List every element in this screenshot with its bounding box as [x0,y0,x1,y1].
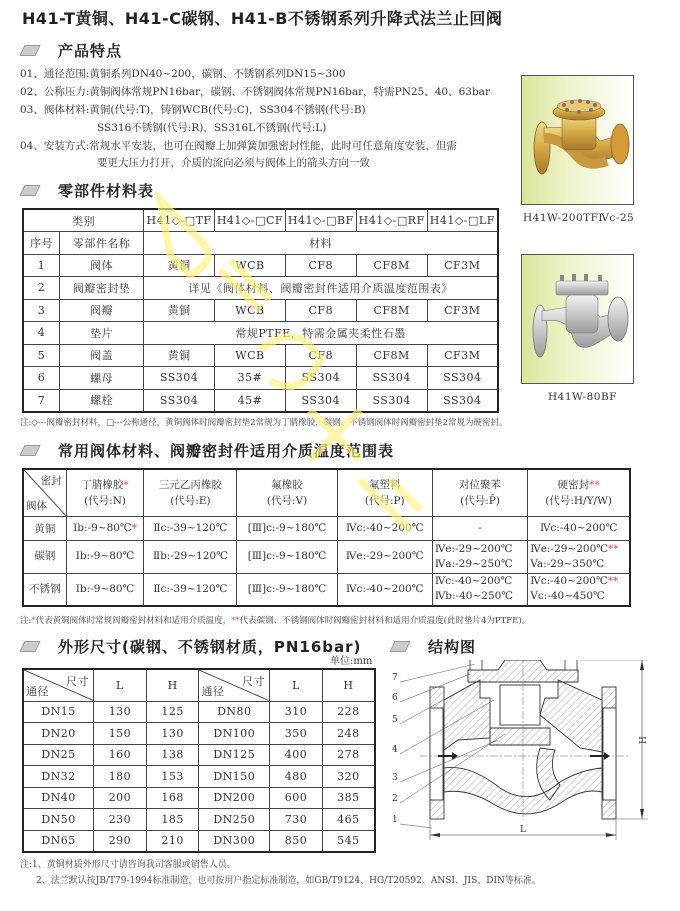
table-row: DN25 160 138 DN125 400 278 [23,744,375,766]
part-label-1: 1 [392,815,398,825]
col-L: L [270,669,323,701]
row-no: 2 [23,277,60,300]
temp-cell: Ⅱc:-39~120℃ [144,573,237,606]
feature-line-1: 01、通径范围:黄铜系列DN40~200，碳钢、不锈钢系列DN15~300 [20,68,346,80]
row-value: CF8 [285,344,356,367]
row-part: 阀瓣密封垫 [60,277,144,300]
temp-cell: Ⅰb:-9~80℃* [66,516,144,540]
row-value: CF3M [427,299,498,322]
feature-line-4: 04、安装方式:常规水平安装，也可在阀瓣上加弹簧加强密封性能，此时可任意角度安装，但需 [20,140,457,152]
table-row [23,254,498,277]
row-value: CF8M [356,344,427,367]
temp-cell: Ⅳc:-40~200℃ [337,573,432,606]
temp-cell: Ⅳc:-40~200℃** Vc:-40~450℃ [528,573,630,606]
model-header: H41◇-□RF [356,209,427,232]
col-H: H [322,669,375,701]
row-no: 7 [23,389,60,412]
row-value: SS304 [144,389,215,412]
table-header-row [23,469,630,516]
part-label-5: 5 [392,715,398,725]
row-value: SS304 [144,367,215,390]
temp-cell: Ⅰb:-9~80℃ [66,573,144,606]
row-part: 阀体 [60,254,144,277]
table-row [23,344,498,367]
part-label-2: 2 [392,794,398,804]
table-header-row [23,232,498,255]
row-value: 黄铜 [144,254,215,277]
part-label: 零部件名称 [60,232,144,255]
table-row: DN15 130 125 DN80 310 228 [23,701,375,723]
row-value: 黄铜 [144,299,215,322]
row-span-value: 详见《阀体材料、阀瓣密封件适用介质温度范围表》 [144,277,498,300]
body-material: 不锈钢 [23,573,66,606]
section-structure-header [388,636,476,657]
feature-line-4b: 要更大压力打开，介质的流向必须与阀体上的箭头方向一致 [97,157,370,169]
feature-line-3: 03、阀体材料:黄铜(代号:T)，铸钢WCB(代号:C)，SS304不锈钢(代号:B) [20,104,366,116]
brass-valve-icon [522,76,634,205]
row-value: 35# [215,367,286,390]
model-header: H41◇-□TF [144,209,215,232]
row-value: CF3M [427,254,498,277]
corner-top-label: 密封 [40,475,62,487]
steel-valve-icon [522,255,634,384]
temp-cell: - [432,516,527,540]
bottom-note-2: 2、法兰默认按JB/T79-1994标准制造，也可按用户指定标准制造，如GB/T9124、HG/T20592、ANSI、JIS、DIN等标准。 [36,876,541,886]
photo-caption-brass: H41W-200TFⅣc-25 [523,212,635,224]
part-label-3: 3 [392,773,398,783]
temp-cell: Ⅳc:-40~200℃ Ⅳb:-40~250℃ [432,573,527,606]
row-value: WCB [215,299,286,322]
table-row: DN32 180 153 DN150 480 320 [23,766,375,788]
table-row: DN20 150 130 DN100 350 248 [23,723,375,745]
row-value: SS304 [356,367,427,390]
section-marker-icon [19,45,40,56]
materials-note: 注:◇---阀瓣密封材料，□---公称通径，黄铜阀体时阀瓣密封垫2常规为丁腈橡胶，碳钢、不锈钢阀体时阀瓣密封垫2常规为硬密封。 [20,418,508,428]
section-dimensions-header [18,636,361,657]
table-header-row [23,669,375,701]
bottom-note-1: 注:1、黄铜材质外形尺寸请咨询我司客服或销售人员。 [20,860,236,870]
part-label-6: 6 [392,693,398,703]
row-no: 6 [23,367,60,390]
corner-cell: 尺寸 通径 [23,669,94,701]
row-value: CF3M [427,344,498,367]
row-no: 3 [23,299,60,322]
section-marker-icon [19,641,40,652]
row-value: SS304 [285,389,356,412]
photo-caption-steel: H41W-80BF [548,391,617,403]
seal-column-header: 对位聚苯 (代号:P̄) [432,469,527,516]
dimensions-table [22,668,376,853]
category-label: 类别 [23,209,144,232]
model-header: H41◇-□LF [427,209,498,232]
temp-range-table [22,468,631,607]
section-title: 零部件材料表 [58,182,155,200]
table-row [23,389,498,412]
temp-cell: Ⅱc:-39~120℃ [144,516,237,540]
table-row [23,322,498,345]
table-row: DN65 290 210 DN300 850 545 [23,830,375,852]
temp-cell: [Ⅲ]c:-9~180℃ [237,573,337,606]
row-part: 螺栓 [60,389,144,412]
row-value: CF8 [285,254,356,277]
row-value: SS304 [427,389,498,412]
valve-cross-section-icon [390,660,670,860]
seal-column-header: 氟橡胶 (代号:V) [237,469,337,516]
row-value: CF8M [356,299,427,322]
body-material: 黄铜 [23,516,66,540]
section-title: 外形尺寸(碳钢、不锈钢材质，PN16bar) [58,638,362,656]
model-header: H41◇-□BF [285,209,356,232]
corner-cell: 尺寸 通径 [199,669,270,701]
section-temp-header [18,440,394,461]
row-part: 阀瓣 [60,299,144,322]
section-title: 常用阀体材料、阀瓣密封件适用介质温度范围表 [58,442,395,460]
temp-cell: Ⅳe:-29~200℃** Va:-29~350℃ [528,540,630,573]
product-photo-steel [521,254,634,384]
temp-cell: Ⅳe:-29~200℃ [337,540,432,573]
temp-cell: Ⅳc:-40~200℃ [337,516,432,540]
structure-diagram [390,660,670,860]
row-span-value: 常规PTFE，特需金属夹柔性石墨 [144,322,498,345]
corner-cell [23,469,66,516]
row-value: SS304 [285,367,356,390]
col-H: H [146,669,199,701]
table-header-row [23,209,498,232]
row-value: 45# [215,389,286,412]
product-photo-brass [521,75,634,205]
dim-H-label: H [639,736,649,744]
row-part: 阀盖 [60,344,144,367]
row-no: 1 [23,254,60,277]
feature-line-2: 02、公称压力:黄铜阀体常规PN16bar，碳钢、不锈钢阀体常规PN16bar，特需PN25、40、63bar [20,86,490,98]
table-row [23,516,630,540]
temp-note: 注:*代表黄铜阀体时常规阀瓣密封材料和适用介质温度，**代表碳钢、不锈钢阀体时阀瓣密封材料和适用介质温度(此时垫片4为PTFE)。 [20,616,531,626]
table-row [23,540,630,573]
table-row [23,277,498,300]
section-materials-header [18,180,154,201]
section-marker-icon [19,445,40,456]
row-value: WCB [215,254,286,277]
row-value: CF8 [285,299,356,322]
section-features-header [18,40,122,61]
table-row: DN40 200 168 DN200 600 385 [23,787,375,809]
temp-cell: Ⅳc:-40~200℃ [528,516,630,540]
seal-column-header: 硬密封** (代号:H/Y/W) [528,469,630,516]
corner-bottom-label: 阀体 [26,499,47,512]
section-marker-icon [19,185,40,196]
row-value: WCB [215,344,286,367]
row-no: 5 [23,344,60,367]
part-label-7: 7 [392,673,398,683]
seal-column-header: 丁腈橡胶* (代号:N) [66,469,144,516]
table-row: DN50 230 185 DN250 730 465 [23,809,375,831]
section-marker-icon [389,641,410,652]
temp-cell: Ⅳe:-29~200℃ Ⅳa:-29~250℃ [432,540,527,573]
dim-L-label: L [520,825,526,835]
unit-label: 单位:mm [330,656,373,667]
feature-line-3b: SS316不锈钢(代号:R)，SS316L不锈钢(代号:L) [97,122,327,134]
body-material: 碳钢 [23,540,66,573]
temp-cell: [Ⅲ]c:-9~180℃ [237,516,337,540]
row-part: 螺母 [60,367,144,390]
section-title: 产品特点 [58,42,123,60]
seal-column-header: 三元乙丙橡胶 (代号:E) [144,469,237,516]
page-title: H41-T黄铜、H41-C碳钢、H41-B不锈钢系列升降式法兰止回阀 [22,9,503,28]
part-label-4: 4 [392,745,398,755]
row-value: CF8M [356,254,427,277]
material-label: 材料 [144,232,498,255]
section-title: 结构图 [428,638,477,656]
table-row [23,573,630,606]
no-label: 序号 [23,232,60,255]
row-value: SS304 [427,367,498,390]
temp-cell: Ⅱb:-29~120℃ [144,540,237,573]
seal-column-header: 氟塑料 (代号:P) [337,469,432,516]
row-value: 黄铜 [144,344,215,367]
temp-cell: [Ⅲ]c:-9~180℃ [237,540,337,573]
table-row [23,367,498,390]
col-L: L [94,669,147,701]
row-part: 垫片 [60,322,144,345]
materials-table [22,208,499,413]
row-no: 4 [23,322,60,345]
table-row [23,299,498,322]
row-value: SS304 [356,389,427,412]
model-header: H41◇-□CF [215,209,286,232]
temp-cell: Ⅰb:-9~80℃ [66,540,144,573]
